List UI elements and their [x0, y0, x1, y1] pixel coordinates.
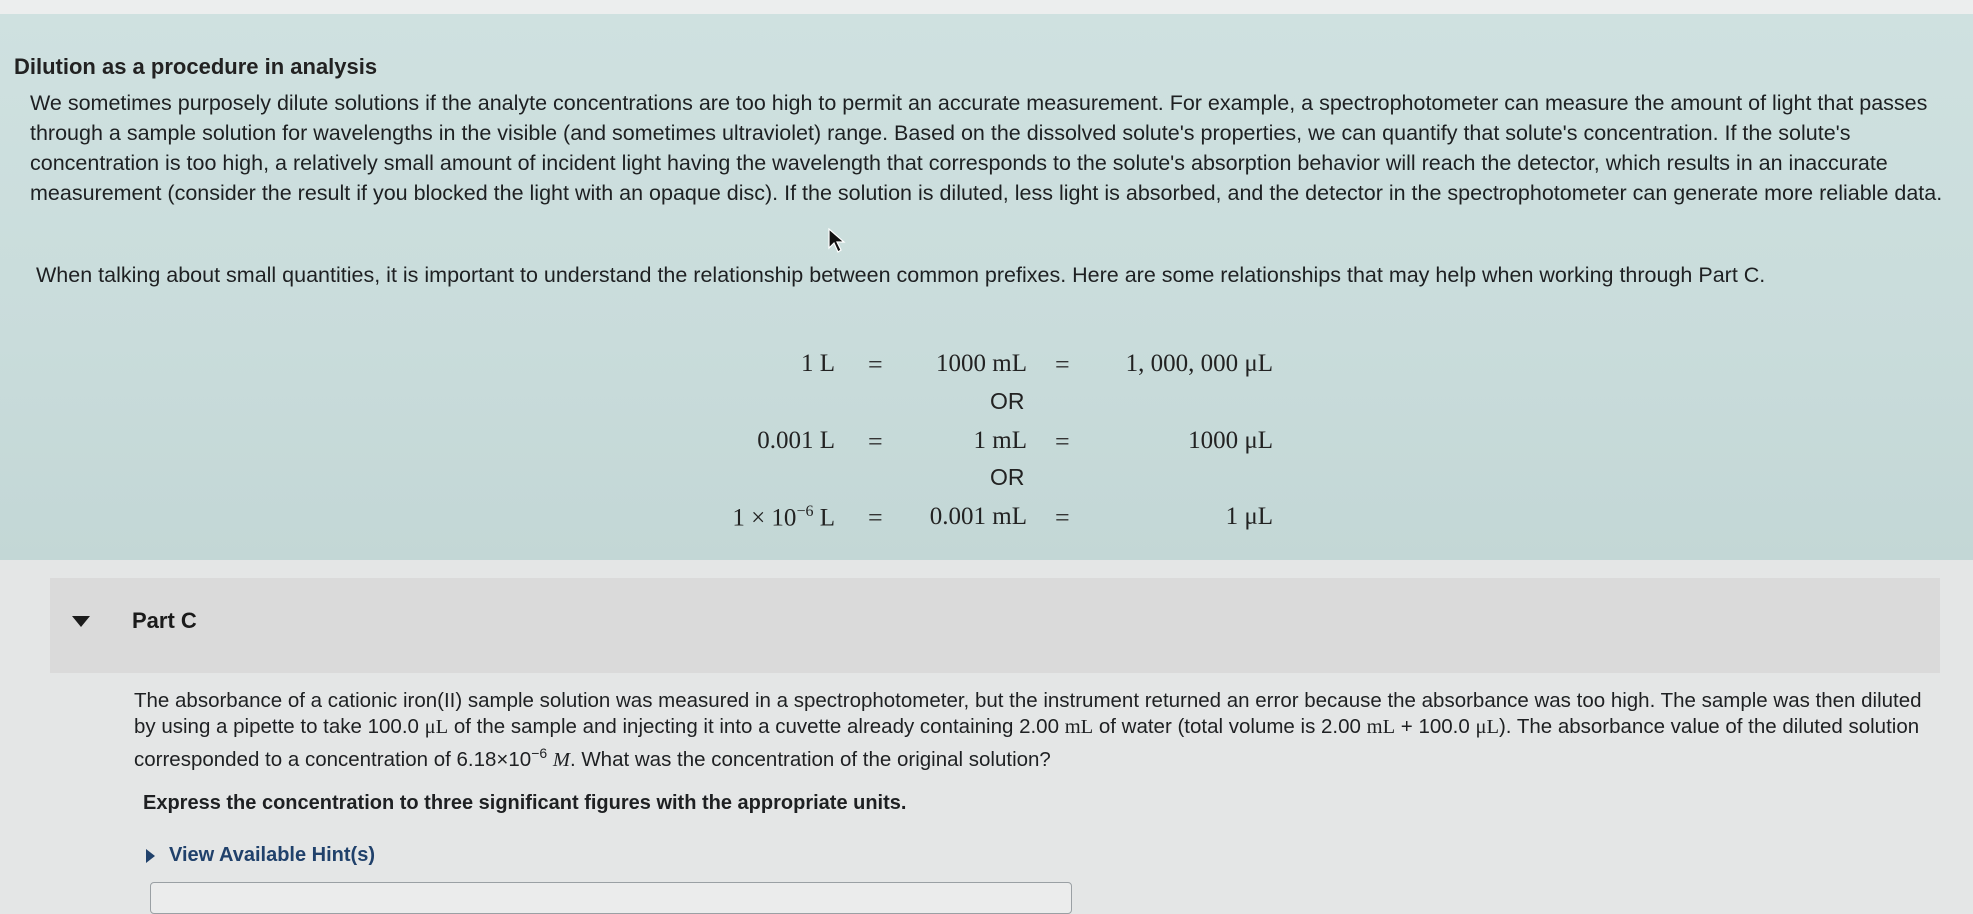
row2-equals-1: = [868, 427, 883, 456]
view-hints-link[interactable] [146, 844, 375, 867]
row3-liters: $1 \times 10^{-6}$ L [732, 503, 835, 532]
row1-liters: 1 L [800, 350, 835, 377]
row2-liters: 0.001 L [757, 427, 835, 454]
row1-microliters: 1, 000, 000 μL [1125, 350, 1273, 377]
or-label-2: OR [990, 464, 1025, 490]
hint-label: View Available Hint(s) [169, 844, 375, 866]
row2-milliliters: 1 mL [973, 427, 1027, 454]
express-instruction: Express the concentration to three significant figures with the appropriate units. [143, 792, 907, 814]
part-c-header-panel [50, 578, 1940, 673]
row3-milliliters: 0.001 mL [929, 503, 1027, 530]
row1-equals-2: = [1055, 350, 1070, 379]
row3-equals-2: = [1055, 503, 1070, 532]
row2-microliters: 1000 μL [1188, 427, 1273, 454]
intro-paragraph-2: When talking about small quantities, it is important to understand the relationship between common prefixes. Here are some relationships that may help when working through Part C. [36, 263, 1766, 287]
part-c-question: The absorbance of a cationic iron(II) sample solution was measured in a spectrophotometer, but the instrument returned an error because the absorbance was too high. The sample was then diluted by using a pipette to take 100.0 μL of the sample and injecting it into a cuvette already containing 2.00 mL of water (total volume is 2.00 mL + 100.0 μL). The absorbance value of the diluted solution corresponded to a concentration of $6.18\times 10^{-6}$ M. What was the concentration of the original solution? [134, 689, 1922, 771]
row3-exponent: −6 [796, 503, 814, 520]
row1-equals-1: = [868, 350, 883, 379]
row3-equals-1: = [868, 503, 883, 532]
answer-input[interactable] [150, 882, 1072, 914]
or-label-1: OR [990, 388, 1025, 414]
row2-equals-2: = [1055, 427, 1070, 456]
part-c-toggle[interactable] [72, 608, 197, 634]
intro-title: Dilution as a procedure in analysis [14, 54, 378, 79]
intro-paragraph-1: We sometimes purposely dilute solutions if the analyte concentrations are too high to permit an accurate measurement. For example, a spectrophotometer can measure the amount of light that passes through a sample solution for wavelengths in the visible (and sometimes ultraviolet) range. Based on the dissolved solute's properties, we can quantify that solute's concentration. If the solute's concentration is too high, a relatively small amount of incident light having the wavelength that corresponds to the solute's absorption behavior will reach the detector, which results in an inaccurate measurement (consider the result if you blocked the light with an opaque disc). If the solution is diluted, less light is absorbed, and the detector in the spectrophotometer can generate more reliable data. [30, 91, 1943, 205]
caret-right-icon [146, 849, 155, 863]
part-c-title: Part C [132, 608, 197, 633]
row3-microliters: 1 μL [1225, 503, 1273, 530]
row1-milliliters: 1000 mL [936, 350, 1027, 377]
caret-down-icon [72, 616, 90, 627]
mouse-pointer-icon [828, 228, 846, 254]
